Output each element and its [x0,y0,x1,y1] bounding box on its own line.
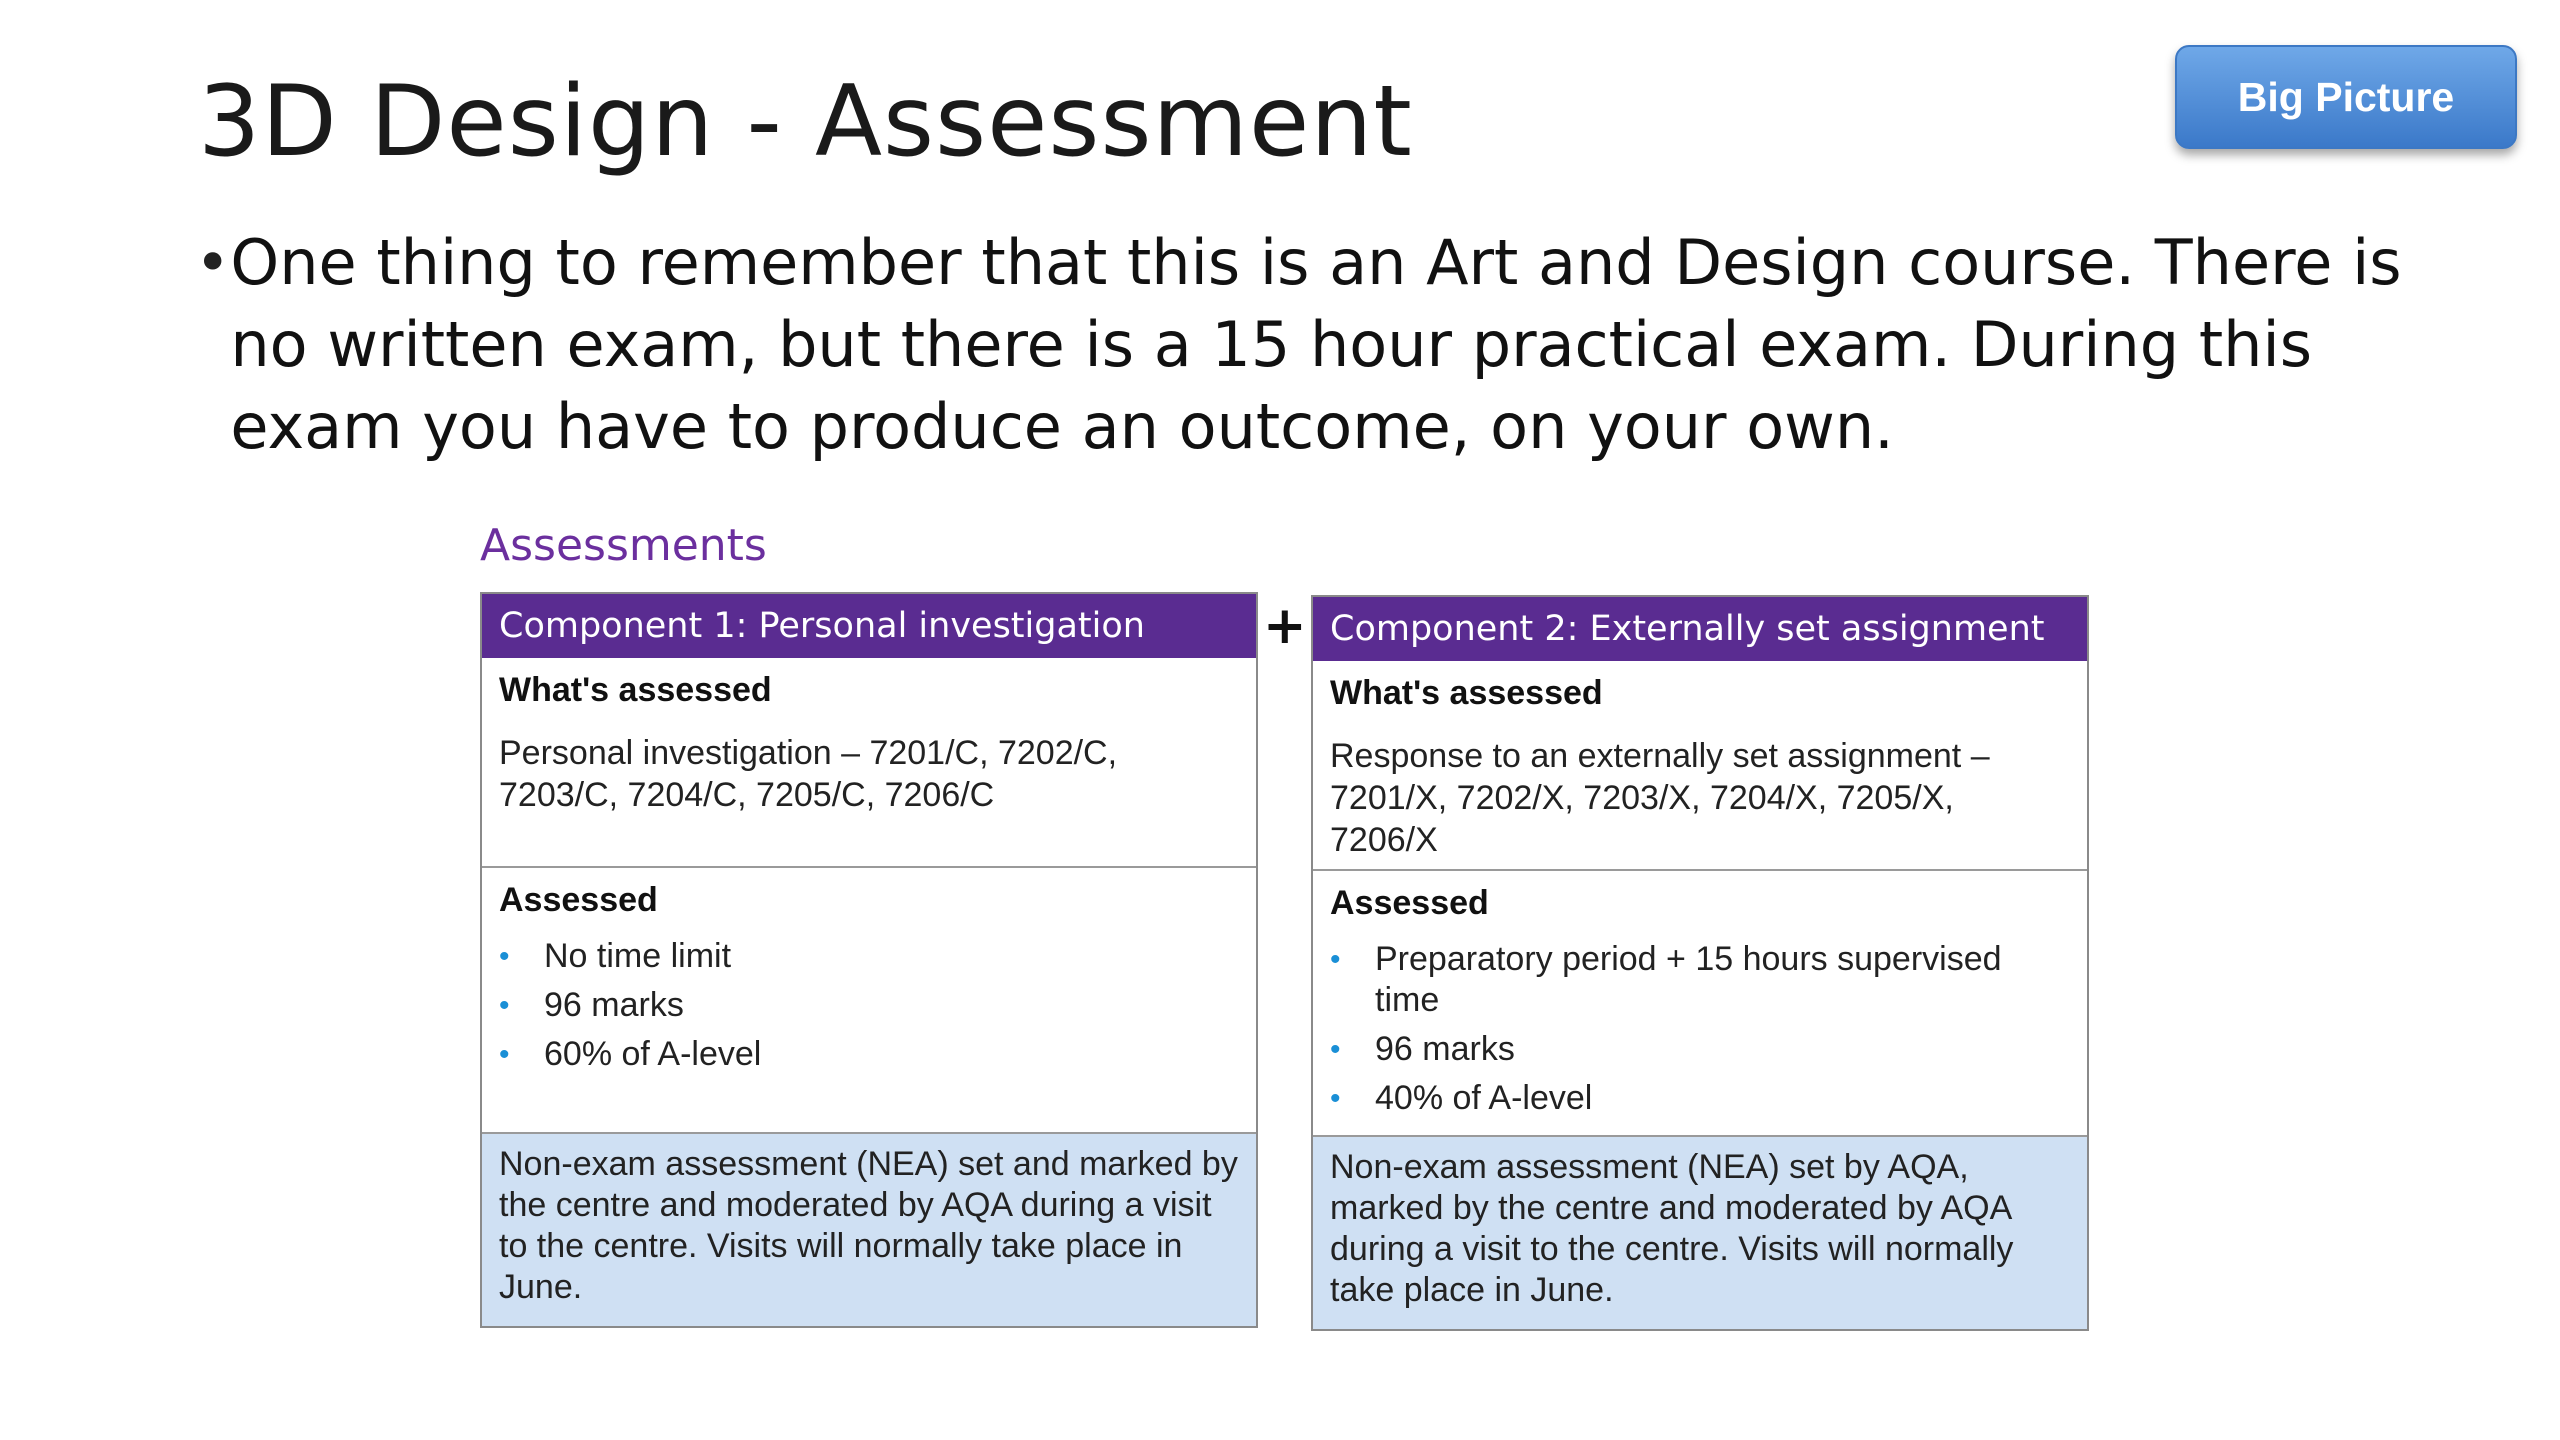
assessed-label: Assessed [1330,884,1489,922]
bullet-icon: • [1330,1033,1341,1066]
component-2-assessed [1313,871,2087,1137]
bullet-icon: • [1330,1082,1341,1115]
component-1-card [480,592,1258,1328]
intro-text: One thing to remember that this is an Art and Design course. There is no written exam, but there is a 15 hour practical exam. During this exam you have to produce an outcome, on your own. [230,226,2402,463]
point-text: Preparatory period + 15 hours supervised time [1375,940,2002,1019]
bullet-icon: • [499,940,510,973]
assessed-points [1330,939,2070,1119]
list-item [1330,1029,2070,1070]
list-item [499,985,1239,1026]
component-1-whats-assessed [482,658,1256,868]
bullet-icon: • [499,1038,510,1071]
list-item [1330,939,2070,1021]
point-text: 96 marks [544,986,684,1024]
assessed-label: Assessed [499,881,658,919]
bullet-icon: • [1330,943,1341,976]
whats-assessed-text: Personal investigation – 7201/C, 7202/C, 7203/C, 7204/C, 7205/C, 7206/C [499,734,1118,814]
whats-assessed-text: Response to an externally set assignment – 7201/X, 7202/X, 7203/X, 7204/X, 7205/X, 7206/X [1330,737,1990,859]
assessed-points [499,936,1239,1075]
bullet-icon: • [499,989,510,1022]
point-text: 60% of A-level [544,1035,762,1073]
component-1-footer: Non-exam assessment (NEA) set and marked by the centre and moderated by AQA during a visit to the centre. Visits will normally take place in June. [482,1134,1256,1326]
component-2-title: Component 2: Externally set assignment [1313,597,2087,661]
component-2-card [1311,595,2089,1331]
assessments-heading: Assessments [480,520,767,571]
slide-title: 3D Design - Assessment [198,65,1413,179]
component-1-title: Component 1: Personal investigation [482,594,1256,658]
intro-bullet [195,222,2435,468]
component-1-assessed [482,868,1256,1134]
component-2-footer: Non-exam assessment (NEA) set by AQA, marked by the centre and moderated by AQA during a visit to the centre. Visits will normally take place in June. [1313,1137,2087,1329]
point-text: No time limit [544,937,732,975]
list-item [499,1034,1239,1075]
plus-icon: + [1263,596,1307,656]
big-picture-button[interactable]: Big Picture [2175,45,2517,149]
point-text: 96 marks [1375,1030,1515,1068]
bullet-icon: • [195,228,231,298]
whats-assessed-label: What's assessed [1330,674,1603,712]
whats-assessed-label: What's assessed [499,671,772,709]
component-2-whats-assessed [1313,661,2087,871]
point-text: 40% of A-level [1375,1079,1593,1117]
list-item [1330,1078,2070,1119]
list-item [499,936,1239,977]
